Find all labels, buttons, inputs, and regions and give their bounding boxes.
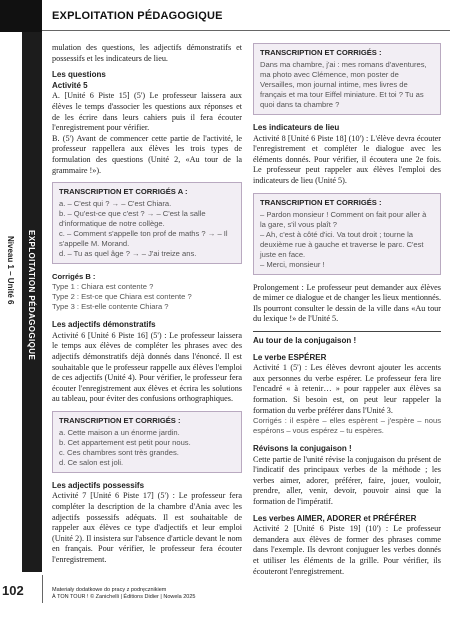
transcription-box-a	[52, 182, 242, 264]
questions-heading: Les questions	[52, 70, 106, 80]
lieu-heading: Les indicateurs de lieu	[253, 123, 340, 132]
section-rule	[253, 331, 441, 332]
footer-copyright-line-1: Materiały dodatkowe do pracy z podręcznikiem	[52, 587, 167, 593]
revisons-heading: Révisons la conjugaison !	[253, 444, 352, 454]
footer-rule	[42, 575, 43, 603]
activity-7: Activité 7 [Unité 6 Piste 17] (5') : Le professeur fera compléter la description de la chambre d'Ania avec les adjectifs possessifs adéquats. Il est souhaitable de rappeler aux élèves ce type d'adjectifs et leur emploi (Unité 2). Il insistera sur l'absence d'article devant le nom en français. Pour vérifier, le professeur fera écouter l'enregistrement.	[52, 491, 242, 565]
corriges-b	[52, 272, 242, 312]
box-line: d. – Tu as quel âge ? → – J'ai treize ans.	[59, 249, 197, 259]
box-line: c. – Comment s'appelle ton prof de maths ? → – Il s'appelle M. Morand.	[59, 229, 228, 249]
corriges-esperer: Corrigés : il espère – elles espèrent – j'espère – nous espérons – vous espérez – tu espères.	[253, 416, 441, 436]
box-line: – Ah, c'est à côté d'ici. Va tout droit ; tourne la deuxième rue à gauche et traverse le parc. C'est juste en face.	[260, 229, 424, 259]
verbs-heading: Les verbes AIMER, ADORER et PRÉFÉRER	[253, 513, 417, 523]
page-footer	[0, 575, 450, 640]
box-line: b. – Qu'est-ce que c'est ? → – C'est la salle d'informatique de notre collège.	[59, 209, 206, 229]
page-number: 102	[2, 583, 24, 598]
activity-6: Activité 6 [Unité 6 Piste 16] (5') : Le professeur laissera le temps aux élèves de compléter les phrases avec des adjectifs démonstratifs déjà donnés dans l'énoncé. Il est souhaitable que le professeur rappelle aux élèves l'emploi de ces adjectifs (Unité 4). Pour vérifier, le professeur fera écouter l'enregistrement aux élèves et écrira les solutions au tableau, pour éviter des confusions orthographiques.	[52, 330, 242, 404]
activity-5-b: B. (5') Avant de commencer cette partie de l'activité, le professeur rappellera aux élèves les trois types de formulation des questions (Unité 2, «Au tour de la grammaire !»).	[52, 133, 242, 175]
activity-8: Activité 8 [Unité 6 Piste 18] (10') : L'élève devra écouter l'enregistrement et compléter le dialogue avec les éléments donnés. Pour vérifier, il écoutera une 2e fois. Le professeur peut rappeler aux élèves l'emploi des indicateurs de lieu (Unité 5).	[253, 133, 441, 185]
header-title: EXPLOITATION PÉDAGOGIQUE	[52, 10, 223, 22]
activity-1: Activité 1 (5') : Les élèves devront ajouter les accents aux personnes du verbe espérer. Le professeur fera lire l'encadré « à retenir… » pour rappeler aux élèves sa formation. Si besoin est, on peut leur rappeler la formation du verbe préférer dans l'Unité 3.	[253, 363, 441, 415]
box-title: TRANSCRIPTION ET CORRIGÉS :	[260, 48, 382, 57]
transcription-box-lieu	[253, 193, 441, 275]
left-column	[52, 43, 242, 572]
transcription-box-possessifs	[253, 43, 441, 115]
box-line: b. Cet appartement est petit pour nous.	[59, 437, 191, 447]
activity-5-heading: Activité 5	[52, 80, 88, 90]
activity-5-a: A. [Unité 6 Piste 15] (5') Le professeur laissera aux élèves le temps d'associer les questions aux réponses et de les écrire dans leurs cahiers puis il fera écouter l'enregistrement pour vérifier.	[52, 91, 242, 133]
demonstratifs-heading: Les adjectifs démonstratifs	[52, 320, 156, 330]
box-line: a. Cette maison a un énorme jardin.	[59, 427, 180, 437]
esperer-heading: Le verbe ESPÉRER	[253, 352, 327, 362]
conjugaison-heading: Au tour de la conjugaison !	[253, 335, 357, 345]
footer-copyright-line-2: À TON TOUR ! © Zanichelli | Éditions Didier | Nowela 2025	[52, 594, 196, 600]
sidebar	[0, 32, 42, 572]
corriges-b-title: Corrigés B :	[52, 272, 96, 282]
revisons-text: Cette partie de l'unité révise la conjugaison du présent de l'indicatif des principaux verbes de la méthode ; les verbes aimer, adorer, préférer, faire, jouer, vouloir, prendre, aller, venir, devoir, pouvoir ainsi que la formation de l'impératif.	[253, 454, 441, 507]
right-column	[253, 43, 441, 583]
box-line: a. – C'est qui ? → – C'est Chiara.	[59, 199, 172, 209]
transcription-box-demo	[52, 411, 242, 473]
intro-text: mulation des questions, les adjectifs démonstratifs et possessifs et les indicateurs de lieu.	[52, 43, 242, 63]
corriges-line: Type 3 : Est-elle contente Chiara ?	[52, 302, 169, 312]
corriges-line: Type 1 : Chiara est contente ?	[52, 282, 154, 292]
header-bar	[0, 0, 42, 32]
sidebar-section-label: EXPLOITATION PÉDAGOGIQUE	[27, 230, 36, 361]
box-title: TRANSCRIPTION ET CORRIGÉS A :	[59, 187, 188, 197]
activity-2: Activité 2 [Unité 6 Piste 19] (10') : Le professeur demandera aux élèves de former des phrases comme dans l'exemple. Ils devront conjuguer les verbes donnés et utiliser les éléments de la grille. Pour vérifier, ils écouteront l'enregistrement.	[253, 524, 441, 576]
box-text: Dans ma chambre, j'ai : mes romans d'aventures, ma photo avec Clémence, mon poster de Versailles, mon journal intime, mes livres de français et ma tour Eiffel miniature. Et toi ? Tu as quoi dans ta chambre ?	[260, 60, 427, 109]
page-header	[0, 0, 450, 32]
header-rule	[42, 30, 450, 31]
box-line: c. Ces chambres sont très grandes.	[59, 447, 179, 457]
box-title: TRANSCRIPTION ET CORRIGÉS :	[59, 415, 181, 425]
corriges-line: Type 2 : Est-ce que Chiara est contente ?	[52, 292, 192, 302]
box-line: – Merci, monsieur !	[260, 259, 325, 269]
box-line: d. Ce salon est joli.	[59, 457, 124, 467]
prolongement-text: Prolongement : Le professeur peut demander aux élèves de mimer ce dialogue et de changer les lieux mentionnés. Ils pourront consulter le dessin de la ville dans «Au tour du lexique !» de l'Unité 5.	[253, 282, 441, 324]
box-title: TRANSCRIPTION ET CORRIGÉS :	[260, 197, 382, 207]
possessifs-heading: Les adjectifs possessifs	[52, 480, 145, 490]
sidebar-level-label: Niveau 1 – Unité 6	[6, 236, 15, 305]
box-line: – Pardon monsieur ! Comment on fait pour aller à la gare, s'il vous plaît ?	[260, 209, 427, 229]
